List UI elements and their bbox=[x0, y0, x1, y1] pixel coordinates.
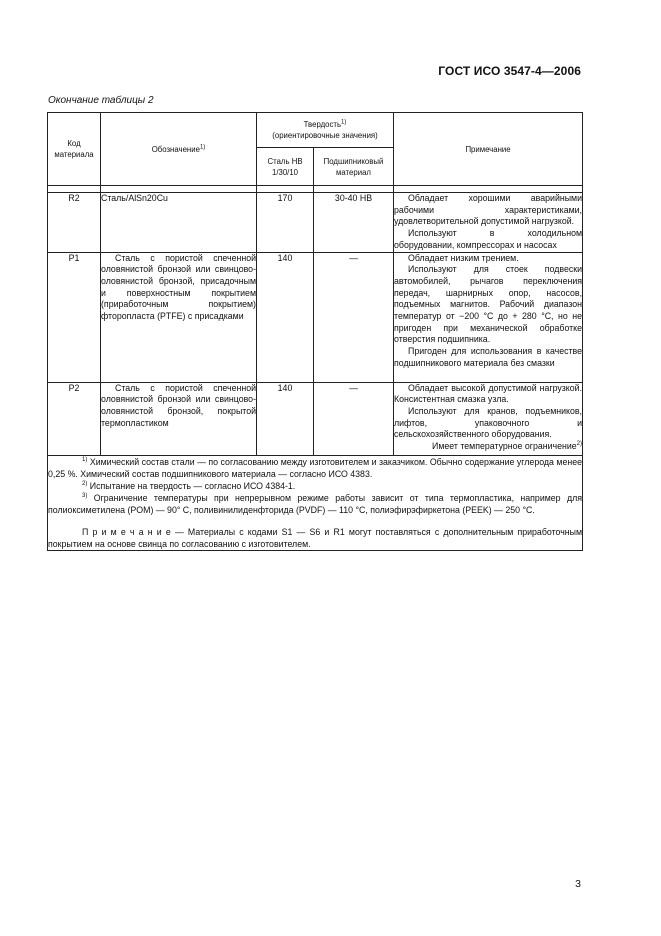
table-caption: Окончание таблицы 2 bbox=[48, 95, 154, 106]
header-hardness: Твердость$^{1)}$ (ориентировочные значения) bbox=[257, 113, 394, 148]
row-bearing-hardness: — bbox=[314, 382, 394, 455]
table-row bbox=[48, 382, 583, 455]
row-note: Обладает низким трением. Используют для стоек подвески автомобилей, рычагов переключения передач, шарнирных опор, насосов, подъемных магнитов. Рабочий диапазон температур от −200 °С до + 280 °С, но не пригоден при механической обработке отверстия подшипника. Пригоден для использования в качестве подшипникового материала без смазки bbox=[394, 252, 583, 382]
row-note: Обладает высокой допустимой нагрузкой. Консистентная смазка узла. Используют для кранов, подъемников, лифтов, упаковочного и сельскохозяйственного оборудования. Имеет температурное ограничение$^{2)}$ bbox=[394, 382, 583, 455]
row-code: R2 bbox=[48, 193, 101, 253]
row-steel-hardness: 170 bbox=[257, 193, 314, 253]
table-remark: П р и м е ч а н и е — Материалы с кодами S1 — S6 и R1 могут поставляться с дополнительным приработочным покрытием на основе свинца по согласованию с изготовителем. bbox=[48, 526, 583, 549]
row-designation: Сталь с пористой спеченной оловянистой бронзой или свинцово-оловянистой бронзой, покрытой термопластиком bbox=[101, 382, 257, 455]
table-row bbox=[48, 252, 583, 382]
table-header-row bbox=[48, 113, 583, 148]
spacer-row bbox=[48, 186, 583, 193]
document-header: ГОСТ ИСО 3547-4—2006 bbox=[438, 64, 581, 78]
footnote-2: $^{2)}$ Испытание на твердость — согласно ИСО 4384-1. bbox=[82, 480, 296, 491]
footnotes bbox=[48, 455, 583, 550]
page-number: 3 bbox=[575, 878, 581, 890]
header-designation: Обозначение$^{1)}$ bbox=[101, 113, 257, 186]
row-note: Обладает хорошими аварийными рабочими характеристиками, удовлетворительной допустимой нагрузкой. Используют в холодильном оборудовании, компрессорах и насосах bbox=[394, 193, 583, 253]
header-bearing: Подшипниковый материал bbox=[314, 148, 394, 186]
row-bearing-hardness: — bbox=[314, 252, 394, 382]
footnote-3: $^{3)}$ Ограничение температуры при непрерывном режиме работы зависит от типа термопластика, например для полиоксиметилена (POM) — 90° С, поливинилиденфторида (PVDF) — 110 °С, полиэфирэфиркетона (PEEK) — 250 °С. bbox=[48, 492, 583, 515]
footnote-1: $^{1)}$ Химический состав стали — по согласованию между изготовителем и заказчиком. Обычно содержание углерода менее 0,25 %. Химический состав подшипникового материала — согласно ИСО 4383. bbox=[48, 456, 583, 479]
row-bearing-hardness: 30-40 HB bbox=[314, 193, 394, 253]
header-code: Код материала bbox=[48, 113, 101, 186]
row-code: P1 bbox=[48, 252, 101, 382]
row-designation: Сталь/AlSn20Cu bbox=[101, 193, 257, 253]
row-steel-hardness: 140 bbox=[257, 252, 314, 382]
footnotes-row bbox=[48, 455, 583, 550]
header-steel: Сталь HB 1/30/10 bbox=[257, 148, 314, 186]
header-note: Примечание bbox=[394, 113, 583, 186]
row-designation: Сталь с пористой спеченной оловянистой бронзой или свинцово-оловянистой бронзой, присадочным и поверхностным покрытием (приработочным покрытием) фторопласта (PTFE) с присадками bbox=[101, 252, 257, 382]
row-steel-hardness: 140 bbox=[257, 382, 314, 455]
table-row bbox=[48, 193, 583, 253]
materials-table bbox=[47, 112, 583, 551]
row-code: P2 bbox=[48, 382, 101, 455]
